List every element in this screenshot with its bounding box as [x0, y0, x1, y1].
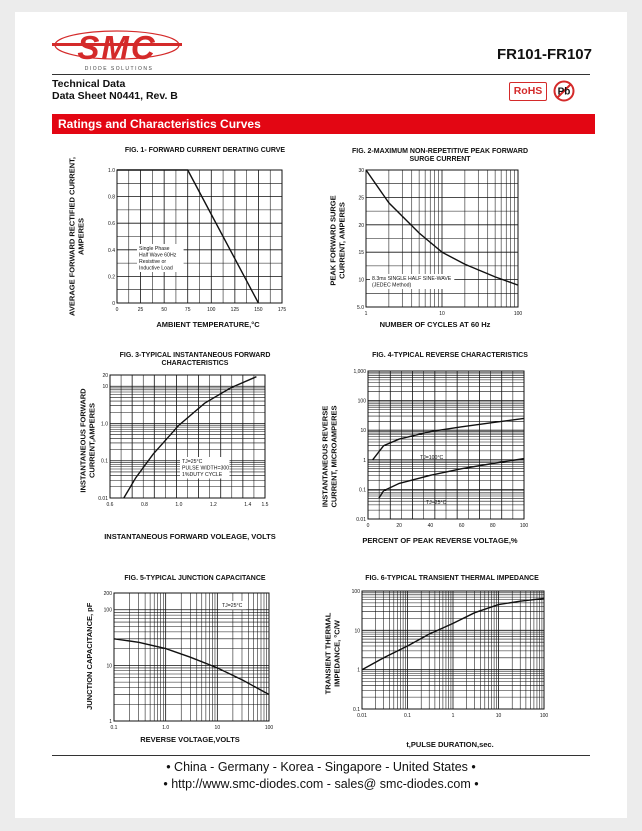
fig3-ylabel: INSTANTANEOUS FORWARD CURRENT,AMPERES [78, 388, 96, 493]
pb-free-icon [553, 80, 575, 102]
series-line [124, 377, 257, 498]
fig6-xlabel: t,PULSE DURATION,sec. [406, 740, 494, 749]
y-tick-label: 1.0 [101, 421, 108, 428]
annotation-text: PULSE WIDTH=300 [182, 465, 230, 472]
y-tick-label: 10 [102, 384, 108, 391]
rohs-badge: RoHS [509, 82, 547, 101]
x-tick-label: 1 [451, 713, 455, 719]
header-divider [52, 74, 590, 75]
tech-line-2: Data Sheet N0441, Rev. B [52, 90, 178, 102]
fig4-chart [342, 366, 532, 531]
y-tick-label: 10 [354, 628, 360, 635]
x-tick-label: 1.2 [209, 502, 217, 508]
x-tick-label: 50 [161, 307, 167, 313]
y-tick-label: 1,000 [353, 369, 366, 375]
y-tick-label: 0.1 [101, 458, 108, 465]
y-tick-label: 10 [106, 663, 112, 670]
x-tick-label: 0 [366, 523, 370, 529]
fig6-title: FIG. 6-TYPICAL TRANSIENT THERMAL IMPEDANCE [365, 575, 539, 582]
y-tick-label: 0.8 [108, 194, 115, 201]
y-tick-label: 0.01 [98, 496, 108, 502]
y-tick-label: 0.1 [353, 707, 360, 713]
fig2-title: FIG. 2-MAXIMUM NON-REPETITIVE PEAK FORWARD SURGE CURRENT [351, 148, 529, 163]
x-tick-label: 175 [277, 307, 287, 313]
smc-logo [52, 27, 182, 73]
fig3-title: FIG. 3-TYPICAL INSTANTANEOUS FORWARD CHARACTERISTICS [119, 352, 271, 367]
y-tick-label: 15 [358, 250, 364, 257]
y-tick-label: 0.01 [356, 517, 366, 523]
fig4-ylabel: INSTANTANEOUS REVERSE CURRENT, MICROAMPERES [320, 405, 338, 508]
y-tick-label: 0.1 [359, 487, 366, 494]
footer-contact: • http://www.smc-diodes.com - sales@ smc-diodes.com • [163, 777, 479, 791]
y-tick-label: 0.4 [108, 247, 115, 254]
x-tick-label: 25 [137, 307, 144, 313]
x-tick-label: 100 [519, 523, 529, 529]
fig5-ylabel: JUNCTION CAPACITANCE, pF [84, 602, 94, 710]
pb-text: Pb [557, 86, 571, 98]
annotation-text: TJ=25°C [222, 603, 243, 609]
footer-divider [52, 755, 590, 756]
fig2-chart [348, 165, 533, 315]
y-tick-label: 200 [103, 591, 112, 597]
x-tick-label: 0.1 [404, 713, 411, 719]
x-tick-label: 100 [207, 307, 216, 313]
fig5-chart [92, 585, 277, 735]
series-line [114, 639, 269, 695]
y-tick-label: 10 [360, 428, 366, 435]
y-tick-label: 100 [351, 589, 360, 595]
annotation-text: Single Phase [139, 246, 170, 252]
y-tick-label: 25 [358, 195, 364, 202]
y-tick-label: 10 [358, 277, 364, 284]
annotation-text: (JEDEC Method) [372, 282, 412, 289]
annotation-text: TJ=25°C [182, 459, 203, 465]
y-tick-label: 100 [357, 398, 366, 405]
x-tick-label: 60 [458, 523, 465, 529]
y-tick-label: 1 [363, 457, 366, 464]
technical-data [52, 78, 178, 102]
fig6-ylabel: TRANSIENT THERMAL IMPEDANCE, °C/W [323, 612, 341, 695]
x-tick-label: 0.8 [140, 502, 148, 508]
fig3-xlabel: INSTANTANEOUS FORWARD VOLEAGE, VOLTS [104, 532, 276, 541]
x-tick-label: 1.4 [244, 502, 252, 508]
fig1-ylabel: AVERAGE FORWARD RECTIFIED CURRENT, AMPERES [67, 157, 85, 316]
annotation-text: Inductive Load [139, 265, 173, 272]
x-tick-label: 125 [230, 307, 240, 313]
x-tick-label: 75 [184, 307, 191, 313]
annotation-text: Half Wave 60Hz [139, 252, 177, 259]
y-tick-label: 100 [103, 607, 112, 614]
x-tick-label: 0.1 [110, 725, 118, 731]
x-tick-label: 40 [427, 523, 434, 529]
y-tick-label: 1 [357, 667, 360, 674]
section-title: Ratings and Characteristics Curves [58, 117, 261, 131]
fig3-chart [92, 370, 277, 510]
x-tick-label: 0.01 [357, 713, 367, 719]
annotation-text: Resistive or [139, 259, 167, 265]
y-tick-label: 5.0 [357, 305, 364, 311]
logo-text: SMC [77, 29, 157, 66]
fig4-xlabel: PERCENT OF PEAK REVERSE VOLTAGE,% [362, 536, 518, 545]
x-tick-label: 10 [214, 725, 221, 731]
fig4-title: FIG. 4-TYPICAL REVERSE CHARACTERISTICS [372, 352, 528, 359]
fig5-title: FIG. 5-TYPICAL JUNCTION CAPACITANCE [124, 575, 266, 582]
y-tick-label: 1.0 [108, 168, 115, 174]
annotation-text: 1%DUTY CYCLE [182, 472, 223, 478]
x-tick-label: 20 [396, 523, 402, 529]
x-tick-label: 1.0 [162, 725, 170, 731]
x-tick-label: 80 [490, 523, 496, 529]
y-tick-label: 20 [102, 373, 108, 379]
section-banner [52, 114, 595, 134]
logo-subtitle: DIODE SOLUTIONS [84, 66, 154, 72]
x-tick-label: 10 [439, 311, 445, 317]
x-tick-label: 0.6 [106, 502, 114, 508]
y-tick-label: 30 [358, 168, 364, 174]
x-tick-label: 1 [364, 311, 368, 317]
fig5-xlabel: REVERSE VOLTAGE,VOLTS [140, 735, 240, 744]
x-tick-label: 100 [264, 725, 274, 731]
series-label: TJ=25°C [426, 500, 447, 506]
fig2-ylabel: PEAK FORWARD SURGE CURRENT, AMPERES [328, 195, 346, 286]
footer-locations: • China - Germany - Korea - Singapore - United States • [166, 760, 476, 774]
y-tick-label: 0.2 [108, 274, 115, 281]
x-tick-label: 150 [254, 307, 263, 313]
series-label: TJ=100°C [420, 455, 444, 461]
x-tick-label: 100 [539, 713, 549, 719]
fig1-title: FIG. 1- FORWARD CURRENT DERATING CURVE [124, 147, 286, 154]
fig1-xlabel: AMBIENT TEMPERATURE,°C [156, 320, 260, 329]
x-tick-label: 1.0 [175, 502, 183, 508]
annotation-text: 8.3ms SINGLE HALF SINE-WAVE [372, 276, 452, 282]
fig2-xlabel: NUMBER OF CYCLES AT 60 Hz [379, 320, 491, 329]
y-tick-label: 0.6 [108, 221, 115, 228]
fig6-chart [340, 584, 550, 734]
fig1-chart [105, 165, 285, 315]
x-tick-label: 1.5 [261, 502, 269, 508]
y-tick-label: 20 [358, 222, 364, 229]
x-tick-label: 10 [495, 713, 502, 719]
y-tick-label: 1 [109, 719, 112, 725]
x-tick-label: 0 [115, 307, 119, 313]
y-tick-label: 0 [112, 301, 115, 307]
x-tick-label: 100 [513, 311, 523, 317]
part-number: FR101-FR107 [496, 46, 592, 63]
tech-line-1: Technical Data [52, 78, 126, 90]
